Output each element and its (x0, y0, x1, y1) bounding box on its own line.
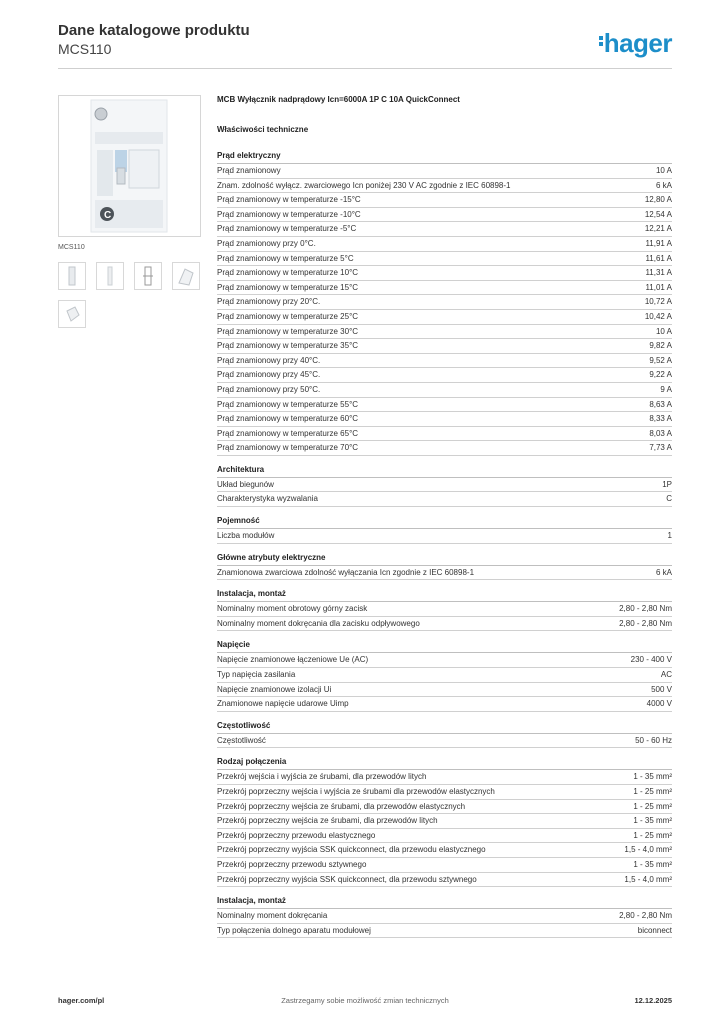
group-spacer (217, 456, 672, 465)
spec-row (217, 617, 672, 632)
spec-row (217, 266, 672, 281)
spec-row (217, 924, 672, 939)
spec-group (217, 896, 672, 947)
group-spacer (217, 507, 672, 516)
spec-row (217, 222, 672, 237)
spec-value: 10,72 A (644, 297, 672, 307)
spec-row (217, 529, 672, 544)
spec-row (217, 478, 672, 493)
spec-row (217, 785, 672, 800)
spec-value: 1 (667, 531, 672, 541)
spec-value: 8,33 A (649, 414, 672, 424)
spec-row (217, 383, 672, 398)
spec-group (217, 757, 672, 896)
specification (217, 95, 672, 947)
group-spacer (217, 938, 672, 947)
spec-label: Znamionowa zwarciowa zdolność wyłączania Icn zgodnie z IEC 60898-1 (217, 567, 475, 577)
spec-value: 500 V (651, 684, 672, 694)
spec-value: 1 - 35 mm² (633, 772, 672, 782)
spec-group (217, 465, 672, 516)
spec-row (217, 295, 672, 310)
hager-logo: hager (599, 28, 672, 59)
footer-disclaimer: Zastrzegamy sobie możliwość zmian technicznych (281, 996, 449, 1005)
group-title: Pojemność (217, 516, 672, 529)
spec-value: 1P (662, 479, 672, 489)
spec-row (217, 653, 672, 668)
spec-value: 12,21 A (644, 224, 672, 234)
spec-row (217, 492, 672, 507)
spec-label: Nominalny moment dokręcania dla zacisku odpływowego (217, 618, 420, 628)
circuit-breaker-image (59, 96, 200, 236)
spec-value: 10 A (655, 166, 672, 175)
spec-value: 9,52 A (649, 355, 672, 365)
spec-row (217, 697, 672, 712)
spec-group (217, 589, 672, 640)
spec-value: 9,22 A (649, 370, 672, 380)
spec-row (217, 354, 672, 369)
spec-value: 11,91 A (645, 238, 672, 248)
product-name: MCB Wyłącznik nadprądowy Icn=6000A 1P C 10A QuickConnect (217, 95, 460, 104)
thumbnail-side[interactable] (96, 262, 124, 290)
spec-label: Prąd znamionowy w temperaturze 25°C (217, 311, 359, 321)
spec-label: Prąd znamionowy w temperaturze -10°C (217, 209, 361, 219)
group-spacer (217, 580, 672, 589)
product-code: MCS110 (58, 41, 112, 57)
spec-label: Prąd znamionowy w temperaturze 35°C (217, 341, 359, 351)
spec-label: Przekrój wejścia i wyjścia ze śrubami, dla przewodów litych (217, 772, 427, 782)
spec-value: 10 A (655, 326, 672, 336)
group-spacer (217, 631, 672, 640)
spec-label: Częstotliwość (217, 735, 266, 745)
spec-label: Prąd znamionowy przy 40°C. (217, 355, 321, 365)
spec-label: Prąd znamionowy w temperaturze 55°C (217, 399, 359, 409)
spec-group (217, 516, 672, 553)
spec-value: 50 - 60 Hz (635, 735, 672, 745)
spec-group (217, 553, 672, 590)
spec-row (217, 237, 672, 252)
spec-value: 1,5 - 4,0 mm² (624, 874, 672, 884)
footer-date: 12.12.2025 (634, 996, 672, 1005)
spec-row (217, 829, 672, 844)
spec-group (217, 640, 672, 720)
spec-value: 7,73 A (649, 443, 672, 453)
group-title: Główne atrybuty elektryczne (217, 553, 672, 566)
spec-label: Prąd znamionowy przy 45°C. (217, 370, 321, 380)
spec-row (217, 566, 672, 581)
spec-row (217, 252, 672, 267)
spec-row (217, 858, 672, 873)
spec-row (217, 398, 672, 413)
document-title: Dane katalogowe produktu (58, 22, 250, 39)
spec-value: AC (660, 670, 672, 680)
thumbnail-terminal[interactable] (172, 262, 200, 290)
group-title: Rodzaj połączenia (217, 757, 672, 770)
group-title: Instalacja, montaż (217, 589, 672, 602)
spec-row (217, 668, 672, 683)
group-title: Napięcie (217, 640, 672, 653)
spec-value: 6 kA (655, 180, 672, 190)
spec-label: Nominalny moment dokręcania (217, 911, 328, 921)
spec-label: Przekrój poprzeczny wejścia ze śrubami, dla przewodów litych (217, 816, 438, 826)
spec-row (217, 800, 672, 815)
spec-value: 2,80 - 2,80 Nm (619, 604, 672, 614)
spec-value: 8,63 A (649, 399, 672, 409)
spec-value: 1 - 25 mm² (633, 830, 672, 840)
spec-label: Charakterystyka wyzwalania (217, 494, 318, 504)
spec-value: 1 - 25 mm² (633, 787, 672, 796)
spec-label: Układ biegunów (217, 479, 274, 489)
header-divider (58, 68, 672, 69)
spec-value: 11,01 A (645, 282, 672, 292)
spec-row (217, 441, 672, 456)
group-title: Architektura (217, 465, 672, 478)
spec-label: Prąd znamionowy w temperaturze 60°C (217, 414, 359, 424)
spec-label: Typ napięcia zasilania (217, 670, 296, 680)
spec-value: 2,80 - 2,80 Nm (619, 618, 672, 628)
svg-text:C: C (104, 210, 112, 221)
spec-label: Prąd znamionowy w temperaturze 15°C (217, 282, 359, 292)
spec-value: 11,61 A (645, 253, 672, 263)
spec-label: Prąd znamionowy w temperaturze 30°C (217, 326, 359, 336)
spec-row (217, 281, 672, 296)
spec-value: 1 - 35 mm² (633, 859, 672, 869)
spec-value: 1,5 - 4,0 mm² (624, 845, 672, 855)
spec-label: Znam. zdolność wyłącz. zwarciowego Icn poniżej 230 V AC zgodnie z IEC 60898-1 (217, 180, 511, 190)
spec-value: C (666, 494, 672, 504)
spec-value: 12,54 A (644, 209, 672, 219)
spec-value: 9,82 A (649, 341, 672, 351)
spec-row (217, 683, 672, 698)
spec-label: Przekrój poprzeczny wejścia ze śrubami, dla przewodów elastycznych (217, 801, 466, 811)
spec-label: Prąd znamionowy przy 50°C. (217, 384, 321, 394)
technical-properties-title: Właściwości techniczne (217, 125, 309, 134)
group-title: Częstotliwość (217, 721, 672, 734)
spec-label: Znamionowe napięcie udarowe Uimp (217, 699, 349, 709)
spec-row (217, 909, 672, 924)
spec-label: Przekrój poprzeczny wyjścia SSK quickconnect, dla przewodu elastycznego (217, 845, 486, 855)
spec-row (217, 310, 672, 325)
spec-row (217, 339, 672, 354)
group-spacer (217, 887, 672, 896)
group-title: Instalacja, montaż (217, 896, 672, 909)
spec-value: 11,31 A (645, 268, 672, 278)
spec-groups (217, 151, 672, 947)
spec-value: 12,80 A (644, 195, 672, 205)
spec-value: 2,80 - 2,80 Nm (619, 911, 672, 921)
spec-row (217, 873, 672, 888)
thumbnail-connection[interactable] (58, 300, 86, 328)
footer-website[interactable]: hager.com/pl (58, 996, 105, 1005)
spec-label: Przekrój poprzeczny wejścia i wyjścia ze śrubami dla przewodów elastycznych (217, 787, 495, 796)
spec-label: Prąd znamionowy w temperaturze -15°C (217, 195, 361, 205)
spec-value: biconnect (637, 925, 672, 935)
spec-label: Przekrój poprzeczny wyjścia SSK quickconnect, dla przewodu sztywnego (217, 874, 477, 884)
spec-row (217, 208, 672, 223)
group-title: Prąd elektryczny (217, 151, 672, 164)
product-image (58, 95, 201, 237)
spec-value: 8,03 A (649, 428, 672, 438)
spec-value: 9 A (660, 384, 672, 394)
spec-row (217, 193, 672, 208)
spec-value: 10,42 A (644, 311, 672, 321)
spec-row (217, 602, 672, 617)
spec-label: Prąd znamionowy w temperaturze 10°C (217, 268, 359, 278)
page-header (58, 22, 672, 68)
spec-label: Przekrój poprzeczny przewodu sztywnego (217, 859, 367, 869)
spec-value: 4000 V (646, 699, 672, 709)
spec-row (217, 814, 672, 829)
spec-row (217, 325, 672, 340)
spec-row (217, 843, 672, 858)
spec-row (217, 179, 672, 194)
spec-row (217, 427, 672, 442)
spec-group (217, 151, 672, 465)
spec-label: Przekrój poprzeczny przewodu elastycznego (217, 830, 376, 840)
spec-value: 6 kA (655, 567, 672, 577)
spec-label: Prąd znamionowy w temperaturze 70°C (217, 443, 359, 453)
spec-label: Prąd znamionowy w temperaturze -5°C (217, 224, 357, 234)
group-spacer (217, 712, 672, 721)
spec-label: Prąd znamionowy w temperaturze 5°C (217, 253, 354, 263)
spec-row (217, 770, 672, 785)
spec-label: Prąd znamionowy (217, 166, 281, 175)
spec-row (217, 412, 672, 427)
thumbnail-dimensions[interactable] (134, 262, 162, 290)
group-spacer (217, 748, 672, 757)
spec-label: Prąd znamionowy przy 20°C. (217, 297, 321, 307)
spec-row (217, 368, 672, 383)
spec-label: Napięcie znamionowe łączeniowe Ue (AC) (217, 655, 369, 665)
spec-row (217, 734, 672, 749)
spec-label: Typ połączenia dolnego aparatu modułowej (217, 925, 371, 935)
spec-value: 1 - 35 mm² (633, 816, 672, 826)
spec-label: Prąd znamionowy w temperaturze 65°C (217, 428, 359, 438)
spec-value: 1 - 25 mm² (633, 801, 672, 811)
spec-row (217, 164, 672, 179)
spec-label: Nominalny moment obrotowy górny zacisk (217, 604, 368, 614)
spec-label: Liczba modułów (217, 531, 275, 541)
image-caption: MCS110 (58, 244, 85, 251)
thumbnail-front[interactable] (58, 262, 86, 290)
spec-value: 230 - 400 V (630, 655, 672, 665)
spec-label: Prąd znamionowy przy 0°C. (217, 238, 316, 248)
group-spacer (217, 544, 672, 553)
spec-group (217, 721, 672, 758)
spec-label: Napięcie znamionowe izolacji Ui (217, 684, 332, 694)
